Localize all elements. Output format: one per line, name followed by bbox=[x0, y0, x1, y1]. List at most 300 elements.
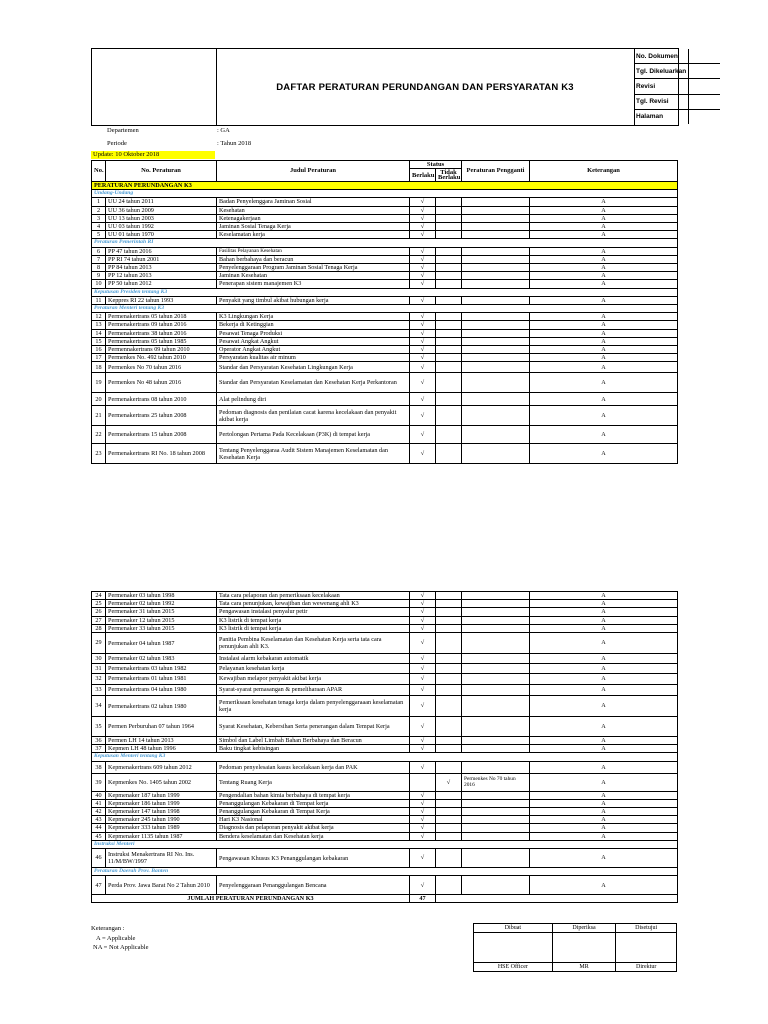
signoff-role-director: Direktur bbox=[616, 963, 677, 972]
regulation-number: Permenakertrans 01 tahun 1981 bbox=[106, 674, 217, 685]
regulation-number: PP 84 tahun 2013 bbox=[106, 264, 217, 272]
regulation-row bbox=[92, 444, 678, 464]
row-number: 24 bbox=[92, 592, 106, 600]
status-not-applicable: √ bbox=[436, 773, 462, 791]
row-number: 30 bbox=[92, 654, 106, 664]
regulation-number: Instruksi Menakertrans RI No. Ins. 11/M/BW/1997 bbox=[106, 849, 217, 868]
replacement-regulation bbox=[462, 255, 530, 263]
remarks: A bbox=[530, 761, 678, 773]
doc-field-value[interactable] bbox=[689, 79, 720, 94]
replacement-regulation bbox=[462, 616, 530, 624]
subsection-row bbox=[92, 868, 678, 876]
subsection-row bbox=[92, 288, 678, 296]
regulation-row bbox=[92, 272, 678, 280]
regulation-row bbox=[92, 616, 678, 624]
row-number: 21 bbox=[92, 406, 106, 426]
status-not-applicable bbox=[436, 206, 462, 214]
row-number: 2 bbox=[92, 206, 106, 214]
regulation-table-page2 bbox=[91, 591, 678, 903]
row-number: 38 bbox=[92, 761, 106, 773]
remarks: A bbox=[530, 426, 678, 444]
remarks: A bbox=[530, 664, 678, 674]
subsection-row bbox=[92, 239, 678, 247]
row-number: 33 bbox=[92, 685, 106, 696]
row-number: 42 bbox=[92, 808, 106, 816]
regulation-row bbox=[92, 633, 678, 654]
remarks: A bbox=[530, 808, 678, 816]
status-not-applicable bbox=[436, 696, 462, 717]
status-not-applicable bbox=[436, 426, 462, 444]
regulation-title: Bekerja di Ketinggian bbox=[217, 321, 410, 329]
regulation-row bbox=[92, 247, 678, 255]
row-number: 40 bbox=[92, 791, 106, 799]
signature-box[interactable] bbox=[616, 933, 677, 963]
regulation-title: Standar dan Persyaratan Kesehatan Lingkungan Kerja bbox=[217, 362, 410, 373]
row-number: 4 bbox=[92, 223, 106, 231]
status-applicable: √ bbox=[410, 444, 436, 464]
replacement-regulation bbox=[462, 608, 530, 616]
replacement-regulation bbox=[462, 876, 530, 895]
status-applicable: √ bbox=[410, 633, 436, 654]
regulation-title: K3 listrik di tempat kerja bbox=[217, 616, 410, 624]
status-applicable: √ bbox=[410, 214, 436, 222]
row-number: 23 bbox=[92, 444, 106, 464]
status-not-applicable bbox=[436, 816, 462, 824]
replacement-regulation bbox=[462, 272, 530, 280]
status-not-applicable bbox=[436, 808, 462, 816]
status-applicable: √ bbox=[410, 696, 436, 717]
replacement-regulation bbox=[462, 393, 530, 406]
section-title: PERATURAN PERUNDANGAN K3 bbox=[92, 182, 678, 190]
status-applicable: √ bbox=[410, 255, 436, 263]
regulation-number: Permenakertrans 15 tahun 2008 bbox=[106, 426, 217, 444]
replacement-regulation bbox=[462, 296, 530, 304]
replacement-regulation bbox=[462, 745, 530, 753]
replacement-regulation bbox=[462, 799, 530, 807]
subsection-row bbox=[92, 305, 678, 313]
regulation-number: Permenaker 02 tahun 1983 bbox=[106, 654, 217, 664]
remarks: A bbox=[530, 876, 678, 895]
status-not-applicable bbox=[436, 223, 462, 231]
regulation-title: Tentang Ruang Kerja bbox=[217, 773, 410, 791]
status-not-applicable bbox=[436, 674, 462, 685]
doc-field-label: Tgl. Revisi bbox=[634, 94, 689, 109]
row-number: 12 bbox=[92, 313, 106, 321]
replacement-regulation bbox=[462, 214, 530, 222]
regulation-row bbox=[92, 808, 678, 816]
row-number: 31 bbox=[92, 664, 106, 674]
row-number: 29 bbox=[92, 633, 106, 654]
status-not-applicable bbox=[436, 745, 462, 753]
remarks: A bbox=[530, 737, 678, 745]
status-not-applicable bbox=[436, 616, 462, 624]
replacement-regulation: Permenkes No 70 tahun 2016 bbox=[462, 773, 530, 791]
status-applicable bbox=[410, 773, 436, 791]
logo-cell bbox=[92, 49, 217, 125]
regulation-row bbox=[92, 255, 678, 263]
remarks: A bbox=[530, 223, 678, 231]
regulation-title: Kesehatan bbox=[217, 206, 410, 214]
status-not-applicable bbox=[436, 824, 462, 832]
status-applicable: √ bbox=[410, 761, 436, 773]
regulation-title: Jaminan Kesehatan bbox=[217, 272, 410, 280]
status-applicable: √ bbox=[410, 321, 436, 329]
regulation-title: Diagnosis dan pelaporan penyakit akibat kerja bbox=[217, 824, 410, 832]
signature-box[interactable] bbox=[552, 933, 616, 963]
remarks: A bbox=[530, 696, 678, 717]
status-applicable: √ bbox=[410, 685, 436, 696]
regulation-row bbox=[92, 773, 678, 791]
status-not-applicable bbox=[436, 685, 462, 696]
status-not-applicable bbox=[436, 255, 462, 263]
document-title: DAFTAR PERATURAN PERUNDANGAN DAN PERSYARATAN K3 bbox=[216, 49, 635, 125]
replacement-regulation bbox=[462, 696, 530, 717]
remarks: A bbox=[530, 717, 678, 737]
replacement-regulation bbox=[462, 761, 530, 773]
regulation-title: Badan Penyelenggara Jaminan Sosial bbox=[217, 198, 410, 206]
regulation-row bbox=[92, 717, 678, 737]
status-applicable: √ bbox=[410, 600, 436, 608]
remarks: A bbox=[530, 206, 678, 214]
regulation-number: Perda Prov. Jawa Barat No 2 Tahun 2010 bbox=[106, 876, 217, 895]
regulation-row bbox=[92, 406, 678, 426]
replacement-regulation bbox=[462, 791, 530, 799]
remarks: A bbox=[530, 354, 678, 362]
remarks: A bbox=[530, 313, 678, 321]
regulation-number: PP 50 tahun 2012 bbox=[106, 280, 217, 288]
regulation-number: Kepmenaker 245 tahun 1990 bbox=[106, 816, 217, 824]
replacement-regulation bbox=[462, 354, 530, 362]
regulation-title: Tata cara penunjukan, kewajiban dan wewenang ahli K3 bbox=[217, 600, 410, 608]
status-applicable: √ bbox=[410, 280, 436, 288]
regulation-row bbox=[92, 321, 678, 329]
replacement-regulation bbox=[462, 654, 530, 664]
regulation-number: Permenakertrans 38 tahun 2016 bbox=[106, 329, 217, 337]
col-not-applicable: Tidak Berlaku bbox=[436, 169, 462, 182]
status-not-applicable bbox=[436, 231, 462, 239]
remarks: A bbox=[530, 832, 678, 840]
regulation-title: Pedoman penyelesaian kasus kecelakaan kerja dan PAK bbox=[217, 761, 410, 773]
status-not-applicable bbox=[436, 624, 462, 632]
status-applicable: √ bbox=[410, 876, 436, 895]
total-value: 47 bbox=[410, 895, 436, 903]
status-not-applicable bbox=[436, 280, 462, 288]
status-applicable: √ bbox=[410, 664, 436, 674]
status-applicable: √ bbox=[410, 674, 436, 685]
regulation-row bbox=[92, 223, 678, 231]
regulation-number: Permenkes No 48 tahun 2016 bbox=[106, 373, 217, 393]
regulation-title: Kewajiban melapor penyakit akibat kerja bbox=[217, 674, 410, 685]
row-number: 13 bbox=[92, 321, 106, 329]
regulation-row bbox=[92, 799, 678, 807]
regulation-row bbox=[92, 329, 678, 337]
regulation-title: Pemeriksaan kesehatan tenaga kerja dalam penyelenggaraaan keselamatan kerja bbox=[217, 696, 410, 717]
subsection-title: Peraturan Menteri tentang K3 bbox=[92, 305, 678, 313]
regulation-title: Bahan berbahaya dan beracun bbox=[217, 255, 410, 263]
row-number: 36 bbox=[92, 737, 106, 745]
replacement-regulation bbox=[462, 406, 530, 426]
replacement-regulation bbox=[462, 849, 530, 868]
regulation-row bbox=[92, 337, 678, 345]
regulation-row bbox=[92, 393, 678, 406]
replacement-regulation bbox=[462, 674, 530, 685]
regulation-row bbox=[92, 624, 678, 632]
status-not-applicable bbox=[436, 337, 462, 345]
col-title: Judul Peraturan bbox=[217, 161, 410, 182]
remarks: A bbox=[530, 600, 678, 608]
replacement-regulation bbox=[462, 231, 530, 239]
regulation-row bbox=[92, 600, 678, 608]
status-applicable: √ bbox=[410, 737, 436, 745]
status-not-applicable bbox=[436, 600, 462, 608]
status-not-applicable bbox=[436, 247, 462, 255]
status-applicable: √ bbox=[410, 624, 436, 632]
subsection-title: Instruksi Menteri bbox=[92, 840, 678, 848]
status-applicable: √ bbox=[410, 832, 436, 840]
row-number: 15 bbox=[92, 337, 106, 345]
period-value: : Tahun 2018 bbox=[217, 140, 252, 147]
remarks: A bbox=[530, 272, 678, 280]
regulation-title: Hari K3 Nasional bbox=[217, 816, 410, 824]
regulation-row bbox=[92, 685, 678, 696]
regulation-title: Jaminan Sosial Tenaga Kerja bbox=[217, 223, 410, 231]
row-number: 7 bbox=[92, 255, 106, 263]
status-not-applicable bbox=[436, 362, 462, 373]
regulation-row bbox=[92, 313, 678, 321]
status-not-applicable bbox=[436, 264, 462, 272]
signoff-table bbox=[473, 923, 677, 972]
row-number: 20 bbox=[92, 393, 106, 406]
remarks: A bbox=[530, 791, 678, 799]
signoff-role-hse: HSE Officer bbox=[474, 963, 553, 972]
regulation-title: Keselamatan kerja bbox=[217, 231, 410, 239]
regulation-title: Persyaratan kualitas air minum bbox=[217, 354, 410, 362]
status-applicable: √ bbox=[410, 799, 436, 807]
row-number: 39 bbox=[92, 773, 106, 791]
regulation-row bbox=[92, 296, 678, 304]
regulation-number: Kepmen LH 48 tahun 1996 bbox=[106, 745, 217, 753]
status-applicable: √ bbox=[410, 824, 436, 832]
regulation-number: PP RI 74 tahun 2001 bbox=[106, 255, 217, 263]
regulation-title: Tentang Penyelenggaraa Audit Sistem Manajemen Keselamatan dan Kesehatan Kerja bbox=[217, 444, 410, 464]
row-number: 18 bbox=[92, 362, 106, 373]
remarks: A bbox=[530, 214, 678, 222]
remarks: A bbox=[530, 362, 678, 373]
status-applicable: √ bbox=[410, 337, 436, 345]
remarks: A bbox=[530, 406, 678, 426]
regulation-title: K3 Lingkungan Kerja bbox=[217, 313, 410, 321]
status-applicable: √ bbox=[410, 296, 436, 304]
regulation-number: Permenakertrans 04 tahun 1980 bbox=[106, 685, 217, 696]
regulation-number: Permenakertrans 05 tahun 2018 bbox=[106, 313, 217, 321]
replacement-regulation bbox=[462, 737, 530, 745]
regulation-number: Kepmenakertrans 609 tahun 2012 bbox=[106, 761, 217, 773]
subsection-title: Undang-Undang bbox=[92, 190, 678, 198]
doc-field-label: Revisi bbox=[634, 79, 689, 94]
remarks: A bbox=[530, 745, 678, 753]
status-not-applicable bbox=[436, 832, 462, 840]
doc-field-label: No. Dokumen bbox=[634, 49, 689, 64]
regulation-number: Kepmenaker 147 tahun 1998 bbox=[106, 808, 217, 816]
status-not-applicable bbox=[436, 354, 462, 362]
legend-applicable: A = Applicable bbox=[96, 935, 136, 942]
doc-field-value[interactable] bbox=[689, 49, 720, 64]
row-number: 41 bbox=[92, 799, 106, 807]
row-number: 11 bbox=[92, 296, 106, 304]
subsection-title: Peraturan Daerah Prov. Banten bbox=[92, 868, 678, 876]
regulation-number: UU 24 tahun 2011 bbox=[106, 198, 217, 206]
regulation-title: K3 listrik di tempat kerja bbox=[217, 624, 410, 632]
regulation-number: Kepmenaker 1135 tahun 1987 bbox=[106, 832, 217, 840]
doc-field-value[interactable] bbox=[689, 94, 720, 109]
status-applicable: √ bbox=[410, 231, 436, 239]
replacement-regulation bbox=[462, 624, 530, 632]
status-applicable: √ bbox=[410, 791, 436, 799]
status-applicable: √ bbox=[410, 426, 436, 444]
doc-field-label: Halaman bbox=[636, 113, 664, 121]
status-not-applicable bbox=[436, 608, 462, 616]
status-not-applicable bbox=[436, 876, 462, 895]
remarks: A bbox=[530, 824, 678, 832]
status-not-applicable bbox=[436, 761, 462, 773]
remarks: A bbox=[530, 198, 678, 206]
status-not-applicable bbox=[436, 406, 462, 426]
replacement-regulation bbox=[462, 337, 530, 345]
status-applicable: √ bbox=[410, 206, 436, 214]
replacement-regulation bbox=[462, 685, 530, 696]
status-not-applicable bbox=[436, 799, 462, 807]
status-not-applicable bbox=[436, 329, 462, 337]
status-applicable: √ bbox=[410, 346, 436, 354]
doc-field-value[interactable] bbox=[689, 109, 720, 124]
regulation-number: Permenkes No 70 tahun 2016 bbox=[106, 362, 217, 373]
signoff-made-label: Dibuat bbox=[474, 924, 553, 933]
regulation-title: Penanggulangan Kebakaran di Tempat Kerja bbox=[217, 808, 410, 816]
regulation-row bbox=[92, 362, 678, 373]
col-applicable: Berlaku bbox=[410, 169, 436, 182]
regulation-row bbox=[92, 674, 678, 685]
status-not-applicable bbox=[436, 346, 462, 354]
remarks: A bbox=[530, 264, 678, 272]
total-empty bbox=[436, 895, 678, 903]
signature-box[interactable] bbox=[474, 933, 553, 963]
status-applicable: √ bbox=[410, 654, 436, 664]
replacement-regulation bbox=[462, 816, 530, 824]
regulation-title: Penyelenggaraan Program Jaminan Sosial Tenaga Kerja bbox=[217, 264, 410, 272]
status-not-applicable bbox=[436, 717, 462, 737]
status-applicable: √ bbox=[410, 247, 436, 255]
regulation-row bbox=[92, 824, 678, 832]
row-number: 37 bbox=[92, 745, 106, 753]
row-number: 26 bbox=[92, 608, 106, 616]
row-number: 34 bbox=[92, 696, 106, 717]
remarks: A bbox=[530, 231, 678, 239]
row-number: 1 bbox=[92, 198, 106, 206]
regulation-number: UU 03 tahun 1992 bbox=[106, 223, 217, 231]
regulation-title: Pesawat Tenaga Produksi bbox=[217, 329, 410, 337]
remarks: A bbox=[530, 592, 678, 600]
row-number: 22 bbox=[92, 426, 106, 444]
replacement-regulation bbox=[462, 264, 530, 272]
section-row bbox=[92, 182, 678, 190]
regulation-number: Permenaker 04 tahun 1987 bbox=[106, 633, 217, 654]
regulation-row bbox=[92, 696, 678, 717]
remarks: A bbox=[530, 255, 678, 263]
signoff-role-mr: MR bbox=[552, 963, 616, 972]
replacement-regulation bbox=[462, 198, 530, 206]
legend-not-applicable: NA = Not Applicable bbox=[93, 944, 149, 951]
replacement-regulation bbox=[462, 444, 530, 464]
row-number: 25 bbox=[92, 600, 106, 608]
regulation-row bbox=[92, 206, 678, 214]
status-applicable: √ bbox=[410, 329, 436, 337]
regulation-title: Pertolongan Pertama Pada Kecelakaan (P3K) di tempat kerja bbox=[217, 426, 410, 444]
row-number: 9 bbox=[92, 272, 106, 280]
regulation-row bbox=[92, 849, 678, 868]
status-not-applicable bbox=[436, 849, 462, 868]
remarks: A bbox=[530, 816, 678, 824]
document-header bbox=[91, 48, 687, 126]
doc-field-value[interactable] bbox=[689, 64, 720, 79]
col-no: No. bbox=[92, 161, 106, 182]
row-number: 45 bbox=[92, 832, 106, 840]
subsection-row bbox=[92, 190, 678, 198]
subsection-title: Keputusan Menteri tentang K3 bbox=[92, 753, 678, 761]
remarks: A bbox=[530, 337, 678, 345]
regulation-row bbox=[92, 280, 678, 288]
status-not-applicable bbox=[436, 321, 462, 329]
regulation-title: Penyelenggaraan Penanggulangan Bencana bbox=[217, 876, 410, 895]
status-applicable: √ bbox=[410, 745, 436, 753]
status-applicable: √ bbox=[410, 362, 436, 373]
col-regulation-no: No. Peraturan bbox=[106, 161, 217, 182]
regulation-row bbox=[92, 654, 678, 664]
legend-title: Keterangan : bbox=[91, 925, 125, 932]
regulation-title: Penanggulangan Kebakaran di Tempat kerja bbox=[217, 799, 410, 807]
replacement-regulation bbox=[462, 664, 530, 674]
status-applicable: √ bbox=[410, 313, 436, 321]
regulation-row bbox=[92, 664, 678, 674]
regulation-title: Penyakit yang timbul akibat hubungan kerja bbox=[217, 296, 410, 304]
regulation-row bbox=[92, 214, 678, 222]
remarks: A bbox=[530, 654, 678, 664]
regulation-row bbox=[92, 745, 678, 753]
regulation-row bbox=[92, 761, 678, 773]
row-number: 6 bbox=[92, 247, 106, 255]
department-value: : GA bbox=[217, 127, 230, 134]
status-applicable: √ bbox=[410, 592, 436, 600]
regulation-title: Standar dan Persyaratan Keselamatan dan Kesehatan Kerja Perkantoran bbox=[217, 373, 410, 393]
regulation-row bbox=[92, 426, 678, 444]
document-control-table bbox=[634, 49, 720, 124]
row-number: 5 bbox=[92, 231, 106, 239]
status-not-applicable bbox=[436, 313, 462, 321]
regulation-title: Penerapan sistem manajemen K3 bbox=[217, 280, 410, 288]
replacement-regulation bbox=[462, 426, 530, 444]
remarks: A bbox=[530, 633, 678, 654]
remarks: A bbox=[530, 624, 678, 632]
regulation-title: Baku tingkat kebisingan bbox=[217, 745, 410, 753]
regulation-row bbox=[92, 264, 678, 272]
remarks: A bbox=[530, 346, 678, 354]
replacement-regulation bbox=[462, 321, 530, 329]
update-date: Update: 10 Oktober 2018 bbox=[91, 151, 215, 159]
replacement-regulation bbox=[462, 832, 530, 840]
regulation-number: Permenkes No. 492 tahun 2010 bbox=[106, 354, 217, 362]
regulation-title: Bendera keselamatan dan Kesehatan kerja bbox=[217, 832, 410, 840]
status-not-applicable bbox=[436, 198, 462, 206]
status-applicable: √ bbox=[410, 223, 436, 231]
